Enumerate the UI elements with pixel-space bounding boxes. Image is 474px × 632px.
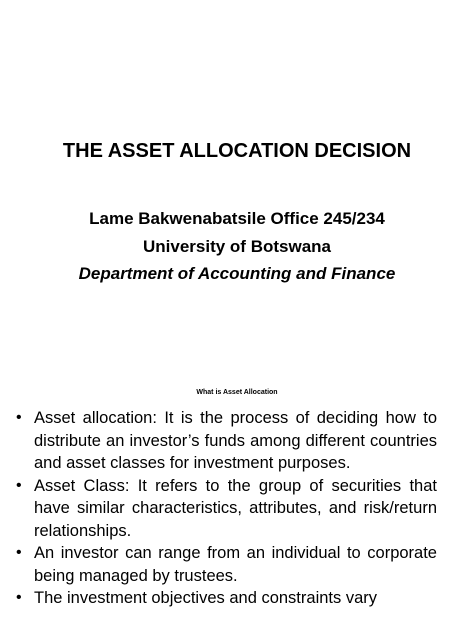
- bullet-item: [16, 407, 437, 475]
- bullet-item: [16, 542, 437, 587]
- author-line: Lame Bakwenabatsile Office 245/234: [89, 209, 385, 228]
- university-name: University of Botswana: [143, 237, 331, 256]
- bullet-text: Asset allocation: It is the process of deciding how to distribute an investor’s funds among different countries and asset classes for investment purposes.: [34, 409, 437, 472]
- department-name: Department of Accounting and Finance: [78, 264, 396, 283]
- bullet-icon: •: [16, 589, 22, 606]
- bullet-text: Asset Class: It refers to the group of securities that have similar characteristics, attributes, and risk/return relationships.: [34, 476, 437, 540]
- bullet-item: [16, 475, 437, 543]
- bullet-text: The investment objectives and constraints vary: [34, 589, 377, 607]
- bullet-list: [16, 407, 437, 610]
- bullet-icon: •: [16, 409, 22, 426]
- bullet-icon: •: [16, 544, 22, 561]
- bullet-icon: •: [16, 476, 22, 494]
- presentation-title: THE ASSET ALLOCATION DECISION: [62, 140, 412, 162]
- bullet-item: [16, 587, 437, 610]
- slide-heading: What is Asset Allocation: [196, 389, 278, 396]
- bullet-text: An investor can range from an individual to corporate being managed by trustees.: [34, 544, 437, 585]
